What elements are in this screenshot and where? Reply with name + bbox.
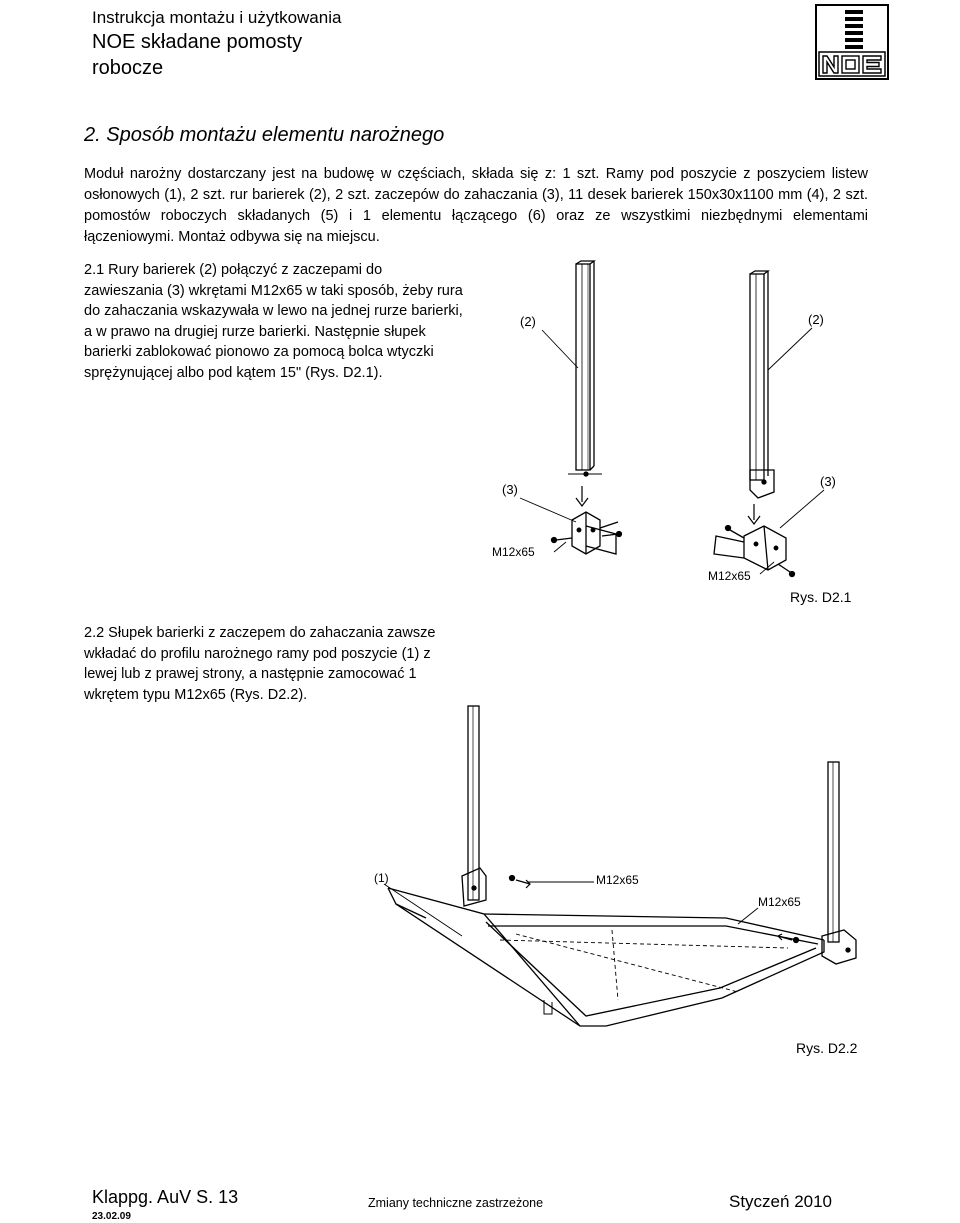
footer-edition: Styczeń 2010	[729, 1192, 833, 1211]
footer-doc-code: Klappg. AuV S. 13	[92, 1187, 239, 1207]
barrier-tube-right	[750, 271, 774, 498]
label-screw-b: M12x65	[758, 895, 801, 909]
header-product-name: NOE składane pomosty	[92, 31, 303, 53]
barrier-tube-left	[568, 261, 602, 476]
figure-d2-2	[366, 700, 876, 1030]
noe-logo	[815, 4, 889, 80]
label-tube-right: (2)	[808, 312, 824, 327]
noe-logo-graphic	[817, 6, 887, 78]
header-doc-type: Instrukcja montażu i użytkowania	[92, 8, 342, 27]
footer-technical-note: Zmiany techniczne zastrzeżone	[368, 1196, 544, 1210]
footer-date: 23.02.09	[92, 1211, 131, 1222]
section-title: 2. Sposób montażu elementu narożnego	[84, 124, 445, 146]
step-2-1-text: 2.1 Rury barierek (2) połączyć z zaczepami do zawieszania (3) wkrętami M12x65 w taki sposób, żeby rura do zahaczania wskazywała w lewo na jednej rurze barierki, a w prawo na drugiej rurze barierki. Następnie słupek barierki zablokować pionowo za pomocą bolca wtyczki sprężynującej albo pod kątem 15" (Rys. D2.1).	[84, 262, 463, 381]
header-product-name-cont: robocze	[92, 57, 164, 79]
figure-d2-1	[478, 258, 878, 598]
label-frame: (1)	[374, 871, 389, 885]
label-tube-left: (2)	[520, 314, 536, 329]
label-hook-left: (3)	[502, 482, 518, 497]
caption-d2-1: Rys. D2.1	[790, 589, 852, 605]
barrier-post-left	[462, 706, 486, 906]
hook-left	[552, 512, 622, 554]
label-screw-right: M12x65	[708, 569, 751, 583]
label-screw-left: M12x65	[492, 545, 535, 559]
label-screw-a: M12x65	[596, 873, 639, 887]
label-hook-right: (3)	[820, 474, 836, 489]
caption-d2-2: Rys. D2.2	[796, 1040, 858, 1056]
step-2-2-text: 2.2 Słupek barierki z zaczepem do zahaczania zawsze wkładać do profilu narożnego ramy pod poszycie (1) z lewej lub z prawej strony, a następnie zamocować 1 wkrętem typu M12x65 (Rys. D2.2).	[84, 625, 436, 703]
intro-paragraph: Moduł narożny dostarczany jest na budowę w częściach, składa się z: 1 szt. Ramy pod poszycie z poszyciem listew osłonowych (1), 2 szt. rur barierek (2), 2 szt. zaczepów do zahaczania (3), 11 desek barierek 150x30x1100 mm (4), 2 szt. pomostów roboczych składanych (5) i 1 elementu łączącego (6) oraz ze wszystkimi niezbędnymi elementami łączeniowymi. Montaż odbywa się na miejscu.	[84, 166, 868, 245]
barrier-post-right	[822, 762, 856, 964]
